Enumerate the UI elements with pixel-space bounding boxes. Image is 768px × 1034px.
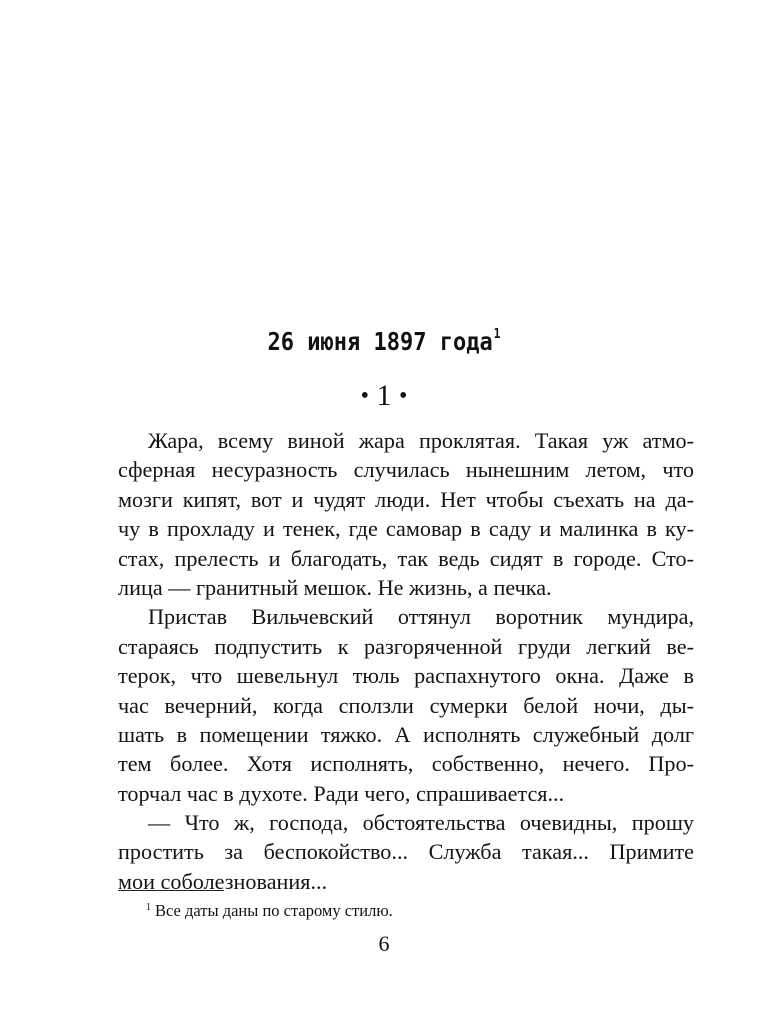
- text-line: стах, прелесть и благодать, так ведь сидят в городе. Сто-: [118, 545, 694, 571]
- text-line: Пристав Вильчевский оттянул воротник мундира,: [148, 604, 694, 630]
- footnote-divider: [118, 890, 224, 891]
- bullet-right-icon: •: [399, 383, 408, 409]
- body-text: [118, 426, 694, 896]
- text-line: мозги кипят, вот и чудят люди. Нет чтобы съехать на да-: [118, 486, 694, 512]
- text-line: — Что ж, господа, обстоятельства очевидны, прошу: [148, 810, 694, 836]
- chapter-date-text: 26 июня 1897 года: [267, 327, 493, 356]
- text-line: лица — гранитный мешок. Не жизнь, а печка.: [118, 574, 552, 600]
- chapter-number: 1: [376, 379, 392, 412]
- text-line: стараясь подпустить к разгоряченной груди легкий ве-: [118, 633, 694, 659]
- chapter-number-heading: [0, 378, 768, 414]
- text-line: час вечерний, когда сползли сумерки белой ночи, ды-: [118, 692, 694, 718]
- text-line: простить за беспокойство... Служба такая... Примите: [118, 839, 694, 865]
- footnote-text: Все даты даны по старому стилю.: [155, 901, 393, 920]
- text-line: терок, что шевельнул тюль распахнутого окна. Даже в: [118, 663, 694, 689]
- text-line: чу в прохладу и тенек, где самовар в саду и малинка в ку-: [118, 516, 694, 542]
- text-line: торчал час в духоте. Ради чего, спрашивается...: [118, 780, 565, 806]
- chapter-date-heading: [46, 326, 722, 358]
- text-line: Жара, всему виной жара проклятая. Такая уж атмо-: [148, 428, 694, 453]
- text-line: сферная несуразность случилась нынешним летом, что: [118, 457, 694, 483]
- footnote: [146, 900, 393, 922]
- text-line: тем более. Хотя исполнять, собственно, нечего. Про-: [118, 751, 694, 777]
- page-number: 6: [378, 931, 390, 956]
- text-line: мои соболезнования...: [118, 868, 328, 894]
- bullet-left-icon: •: [360, 383, 369, 409]
- text-line: шать в помещении тяжко. А исполнять служебный долг: [118, 721, 694, 747]
- footnote-marker: 1: [146, 902, 151, 913]
- footnote-reference[interactable]: 1: [493, 327, 501, 342]
